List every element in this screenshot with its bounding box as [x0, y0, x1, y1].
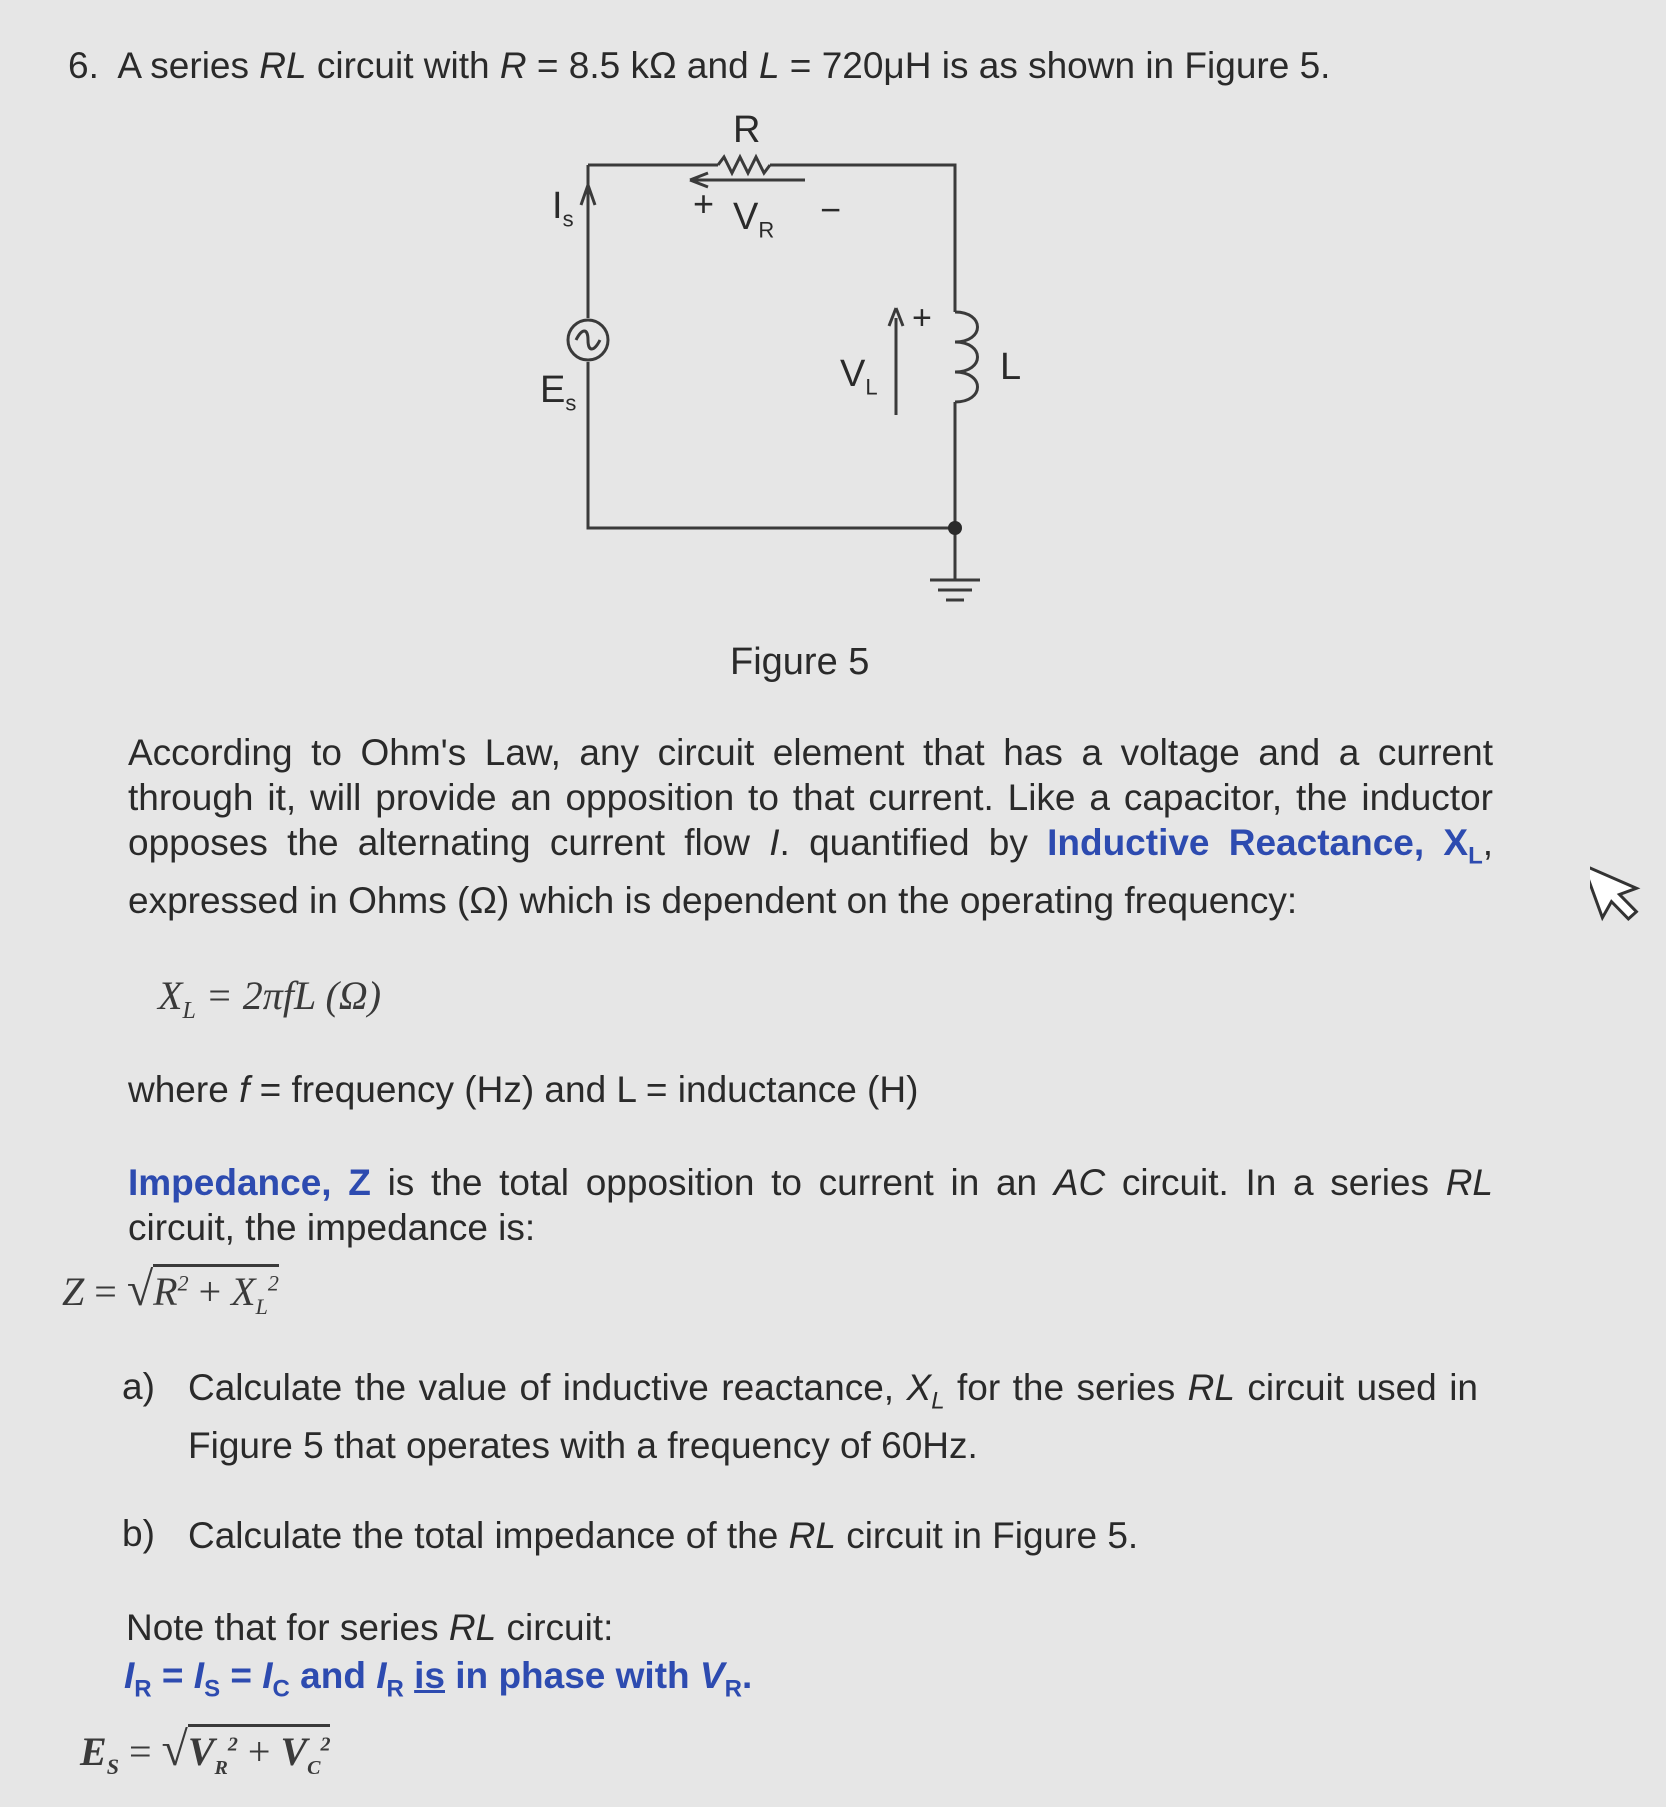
note-line-1: Note that for series RL circuit: [126, 1607, 614, 1648]
ground-symbol [930, 580, 980, 600]
source-sine [576, 331, 600, 349]
figure-caption: Figure 5 [730, 641, 870, 683]
label-is: $I_s$ [552, 185, 574, 232]
part-b-text: Calculate the total impedance of the RL circuit in Figure 5. [188, 1515, 1139, 1556]
wire-left-lower [588, 362, 955, 528]
label-l: L [1000, 346, 1022, 388]
label-vl: $V_L$ [840, 353, 878, 400]
question-title: 6. A series RL circuit with R = 8.5 kΩ and L = 720μH is as shown in Figure 5. [68, 45, 1331, 86]
where-line: where f = frequency (Hz) and L = inductance (H) [128, 1069, 919, 1110]
formula-xl: $X_L = 2\pi fL$ (Ω) [158, 973, 382, 1024]
label-es: $E_s$ [540, 369, 577, 416]
label-r: R [733, 109, 761, 151]
inductive-reactance-term: Inductive Reactance, $X_L$ [1047, 822, 1483, 870]
intro-paragraph: According to Ohm's Law, any circuit element that has a voltage and a current through it, will provide an opposition to that current. Like a capacitor, the inductor opposes the alternating current flow I. quantified by Inductive Reactance, $X_L$, expressed in Ohms (Ω) which is dependent on the operating frequency: [128, 732, 1494, 922]
label-vr-minus: − [820, 189, 842, 230]
impedance-term: Impedance, Z [128, 1162, 371, 1203]
note-line-2: $I_R = I_S = I_C$ and $I_R$ is in phase with $V_R$. [124, 1655, 753, 1703]
part-a-text: Calculate the value of inductive reactance, $X_L$ for the series RL circuit used in Figure 5 that operates with a frequency of 60Hz. [188, 1367, 1478, 1467]
formula-es: $E_S = √V_R^2 + V_C^2$ [80, 1723, 331, 1779]
inductor-symbol [955, 312, 978, 402]
circuit-diagram [0, 0, 1666, 640]
part-b-label: b) [122, 1513, 155, 1554]
mouse-cursor-icon [1590, 850, 1666, 930]
part-a-label: a) [122, 1366, 155, 1407]
label-vl-plus: + [912, 299, 932, 337]
junction-dot [948, 521, 962, 535]
label-vr-plus: + [693, 183, 715, 224]
label-vr: $V_R$ [733, 196, 775, 243]
resistor-symbol [718, 157, 770, 173]
question-number: 6. [68, 45, 99, 86]
formula-z: $Z = √R^2 + X_L^2$ [62, 1263, 279, 1319]
impedance-paragraph: Impedance, Z is the total opposition to current in an AC circuit. In a series RL circuit, the impedance is: [128, 1162, 1494, 1248]
wire-top-right [770, 165, 955, 312]
